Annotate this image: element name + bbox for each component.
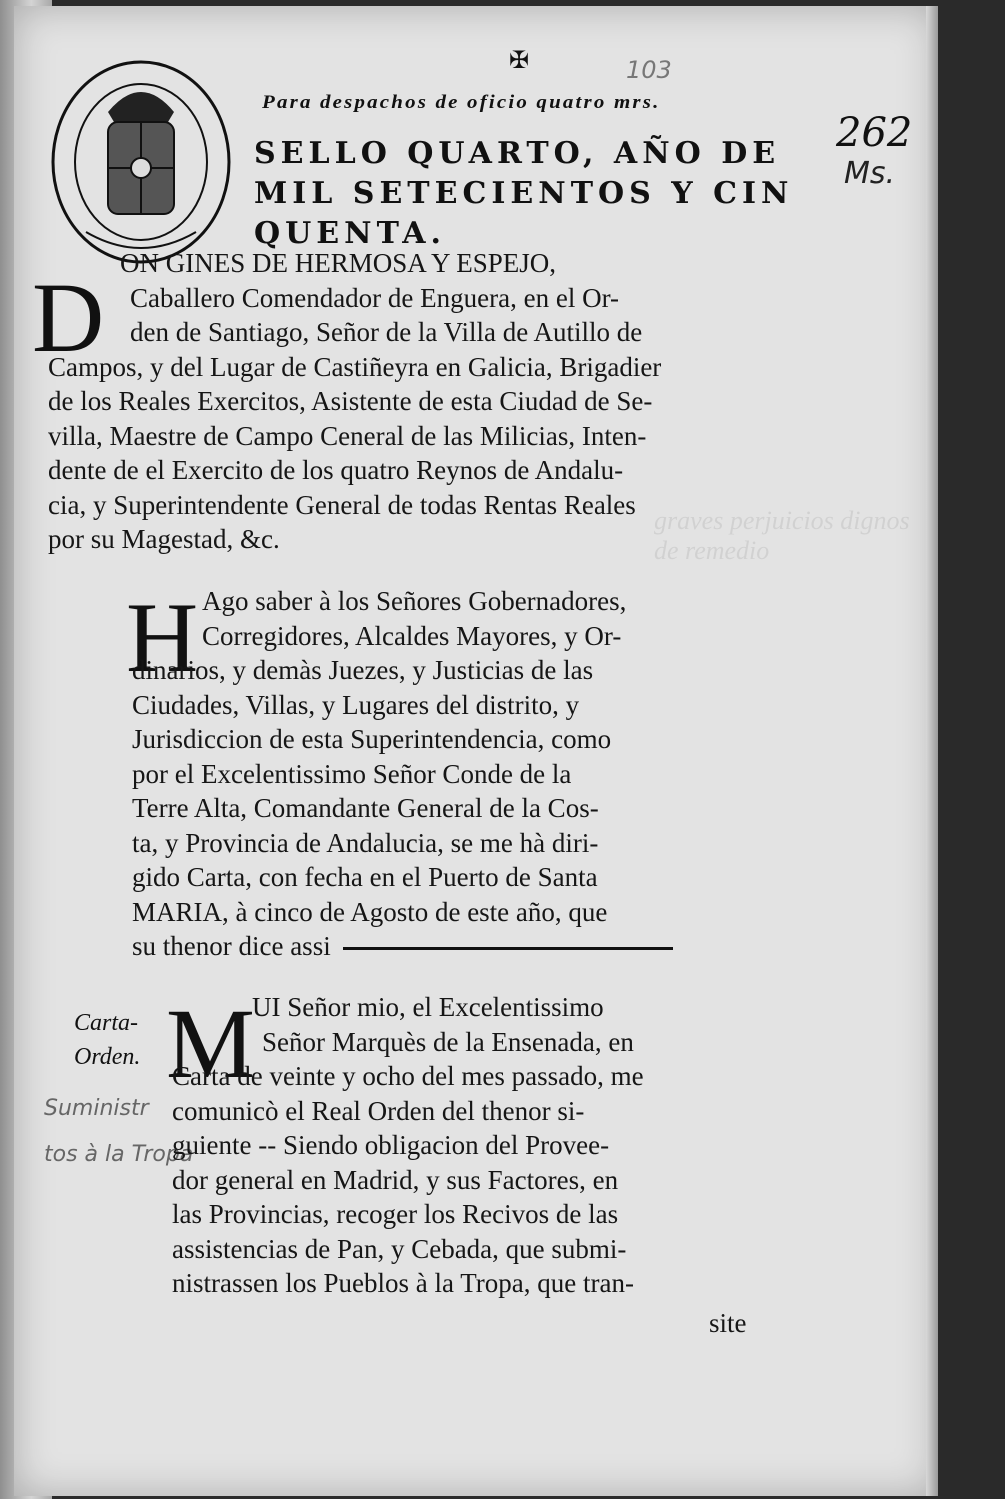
text-line: Caballero Comendador de Enguera, en el Or- xyxy=(130,282,620,313)
stamp-line: QUENTA. xyxy=(254,216,446,251)
text-line: ON GINES DE HERMOSA Y ESPEJO, xyxy=(120,248,557,278)
text-line: Corregidores, Alcaldes Mayores, y Or- xyxy=(202,620,622,651)
text-line: den de Santiago, Señor de la Villa de Autillo de xyxy=(130,317,643,347)
text-line: dinarios, y demàs Juezes, y Justicias de las xyxy=(132,655,594,685)
text-line: dor general en Madrid, y sus Factores, en xyxy=(172,1164,619,1195)
margin-note xyxy=(74,1006,140,1074)
text-line: Ciudades, Villas, y Lugares del distrito, y xyxy=(132,689,580,720)
text-line: Ago saber à los Señores Gobernadores, xyxy=(202,586,627,616)
handwritten-margin-note xyxy=(44,1086,193,1178)
paragraph-carta-orden xyxy=(172,990,746,1301)
page-edge-shadow xyxy=(926,6,938,1496)
text-line-content: su thenor dice assi xyxy=(132,931,331,961)
text-line: de los Reales Exercitos, Asistente de esta Ciudad de Se- xyxy=(48,386,653,416)
dropcap-h: H xyxy=(126,582,199,693)
text-line xyxy=(132,929,746,964)
margin-note-line: Orden. xyxy=(74,1044,141,1070)
text-line: cia, y Superintendente General de todas Rentas Reales xyxy=(48,489,636,520)
intro-paragraph xyxy=(48,246,748,557)
stamp-line: SELLO QUARTO, AÑO DE xyxy=(254,136,781,171)
paragraph-hago-saber xyxy=(132,584,746,964)
cross-icon: ✠ xyxy=(509,48,530,74)
text-line: villa, Maestre de Campo Ceneral de las Milicias, Inten- xyxy=(48,420,647,451)
text-line: assistencias de Pan, y Cebada, que submi- xyxy=(172,1233,627,1264)
document-page xyxy=(14,6,938,1496)
text-line: ta, y Provincia de Andalucia, se me hà diri- xyxy=(132,827,599,858)
bleed-through-text: graves perjuicios dignos de remedio xyxy=(654,506,910,565)
text-line: Campos, y del Lugar de Castiñeyra en Galicia, Brigadier xyxy=(48,351,662,382)
text-line: Señor Marquès de la Ensenada, en xyxy=(262,1026,634,1057)
text-line: MARIA, à cinco de Agosto de este año, que xyxy=(132,896,608,927)
handwritten-margin-line: tos à la Tropa xyxy=(44,1142,194,1167)
text-line: Jurisdiccion de esta Superintendencia, como xyxy=(132,724,612,754)
dropcap-d: D xyxy=(32,262,105,373)
handwritten-margin-line: Suministr xyxy=(44,1096,149,1121)
stamp-fee-line: Para despachos de oficio quatro mrs. xyxy=(262,92,661,113)
handwritten-annotation: Ms. xyxy=(844,156,896,191)
text-line: por su Magestad, &c. xyxy=(48,524,280,554)
handwritten-number: 262 xyxy=(836,110,913,156)
margin-note-line: Carta- xyxy=(74,1010,139,1036)
text-line: Terre Alta, Comandante General de la Cos- xyxy=(132,793,599,823)
text-line: nistrassen los Pueblos à la Tropa, que tran- xyxy=(172,1268,634,1298)
royal-seal-stamp xyxy=(46,52,236,267)
text-line: dente de el Exercito de los quatro Reynos de Andalu- xyxy=(48,455,624,485)
text-line: por el Excelentissimo Señor Conde de la xyxy=(132,758,572,789)
text-line: UI Señor mio, el Excelentissimo xyxy=(252,992,604,1022)
filler-rule xyxy=(343,947,673,950)
handwritten-folio-number: 103 xyxy=(626,56,672,84)
text-line: guiente -- Siendo obligacion del Provee- xyxy=(172,1130,610,1160)
text-line: las Provincias, recoger los Recivos de las xyxy=(172,1199,619,1229)
text-line: comunicò el Real Orden del thenor si- xyxy=(172,1095,585,1126)
text-line: Carta de veinte y ocho del mes passado, me xyxy=(172,1061,644,1091)
stamp-heading xyxy=(254,134,793,254)
catchword: site xyxy=(709,1308,747,1338)
text-line: gido Carta, con fecha en el Puerto de Santa xyxy=(132,862,598,892)
dropcap-m: M xyxy=(166,988,255,1099)
stamp-line: MIL SETECIENTOS Y CIN xyxy=(254,176,794,211)
